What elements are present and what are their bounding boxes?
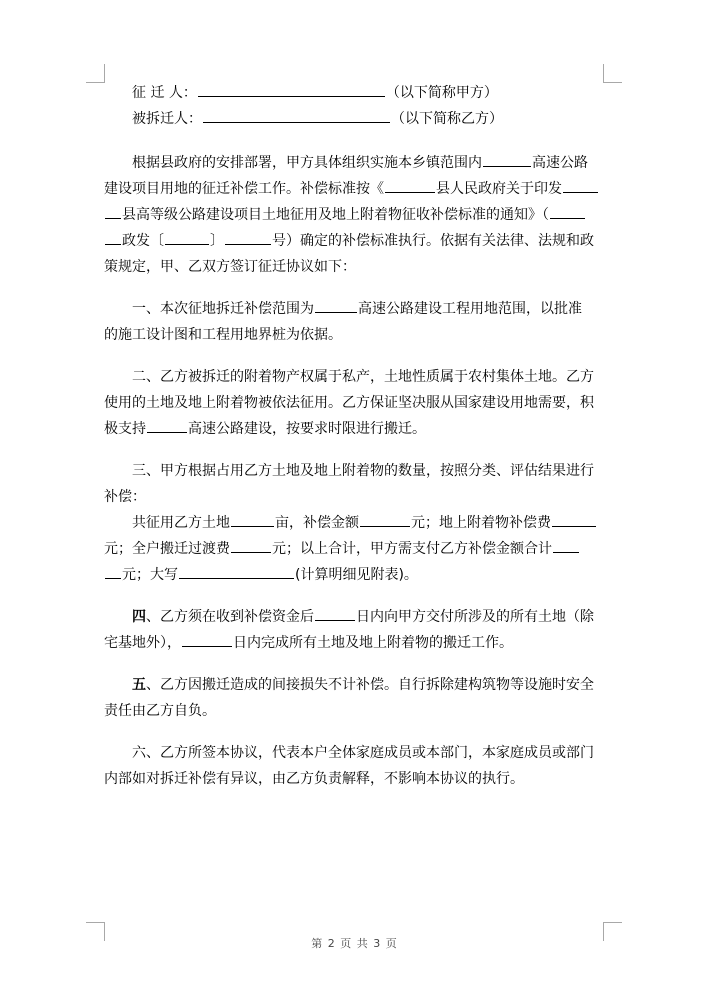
clause5-line-1: 五、乙方因搬迁造成的间接损失不计补偿。自行拆除建构筑物等设施时安全	[132, 677, 594, 693]
clause2-line-1: 二、乙方被拆迁的附着物产权属于私产，土地性质属于农村集体土地。乙方	[132, 369, 594, 385]
clause4-line-2: 宅基地外）， 日内完成所有土地及地上附着物的搬迁工作。	[104, 630, 604, 656]
intro-line-3: 县高等级公路建设项目土地征用及地上附着物征收补偿标准的通知》（	[104, 202, 604, 228]
relocatee-note: （以下简称乙方）	[391, 111, 503, 127]
clause2-line-3: 极支持 高速公路建设，按要求时限进行搬迁。	[104, 416, 604, 442]
clause4-line-1: 四、乙方须在收到补偿资金后 日内向甲方交付所涉及的所有土地（除	[104, 604, 604, 630]
land-compensation-blank[interactable]	[360, 512, 410, 527]
clause3-line-1: 三、甲方根据占用乙方土地及地上附着物的数量，按照分类、评估结果进行	[132, 463, 594, 479]
expropriator-line	[104, 80, 604, 106]
page-number: 第 2 页 共 3 页	[311, 937, 398, 950]
clause3-line-4: 元；全户搬迁过渡费 元；以上合计，甲方需支付乙方补偿金额合计	[104, 536, 604, 562]
clause3-line-5: 元；大写 (计算明细见附表)。	[104, 562, 604, 588]
clause1-line-2: 的施工设计图和工程用地界桩为依据。	[104, 327, 342, 343]
clause3-line-2: 补偿：	[104, 489, 146, 505]
intro-line-2: 建设项目用地的征迁补偿工作。补偿标准按《 县人民政府关于印发	[104, 176, 604, 202]
clause5-line-2: 责任由乙方自负。	[104, 703, 216, 719]
clause1-line-1: 一、本次征地拆迁补偿范围为 高速公路建设工程用地范围，以批准	[104, 296, 604, 322]
expropriator-label: 征 迁 人：	[132, 85, 197, 101]
relocatee-label: 被拆迁人：	[132, 111, 202, 127]
clause6-line-1: 六、乙方所签本协议，代表本户全体家庭成员或本部门，本家庭成员或部门	[132, 745, 594, 761]
intro-line-4: 政发〔 〕 号）确定的补偿标准执行。依据有关法律、法规和政	[104, 228, 604, 254]
transition-fee-blank[interactable]	[231, 538, 271, 553]
attachment-fee-blank[interactable]	[552, 512, 596, 527]
blank[interactable]	[563, 178, 598, 193]
intro-line-1: 根据县政府的安排部署，甲方具体组织实施本乡镇范围内 高速公路	[104, 150, 604, 176]
clause6-line-2: 内部如对拆迁补偿有异议，由乙方负责解释，不影响本协议的执行。	[104, 771, 524, 787]
clause2-line-2: 使用的土地及地上附着物被依法征用。乙方保证坚决服从国家建设用地需要，积	[104, 395, 594, 411]
land-area-blank[interactable]	[231, 512, 274, 527]
expropriator-note: （以下简称甲方）	[385, 85, 498, 101]
document-body	[104, 80, 604, 792]
crop-mark-top-left	[86, 64, 105, 83]
blank[interactable]	[385, 178, 435, 193]
handover-days-blank[interactable]	[315, 606, 355, 621]
blank[interactable]	[550, 204, 585, 219]
total-blank[interactable]	[553, 538, 579, 553]
blank[interactable]	[165, 230, 209, 245]
total-blank-cont[interactable]	[105, 564, 121, 579]
blank[interactable]	[105, 204, 121, 219]
crop-mark-top-right	[603, 64, 622, 83]
clause3-line-3: 共征用乙方土地 亩，补偿金额 元；地上附着物补偿费	[104, 510, 604, 536]
blank[interactable]	[315, 298, 357, 313]
relocation-days-blank[interactable]	[182, 632, 232, 647]
total-in-words-blank[interactable]	[179, 564, 294, 579]
relocatee-blank[interactable]	[203, 108, 390, 123]
blank[interactable]	[225, 230, 271, 245]
blank[interactable]	[105, 230, 121, 245]
intro-line-5: 策规定，甲、乙双方签订征迁协议如下：	[104, 259, 356, 275]
relocatee-line	[104, 106, 604, 132]
expropriator-blank[interactable]	[198, 82, 385, 97]
blank[interactable]	[483, 152, 531, 167]
blank[interactable]	[147, 418, 187, 433]
